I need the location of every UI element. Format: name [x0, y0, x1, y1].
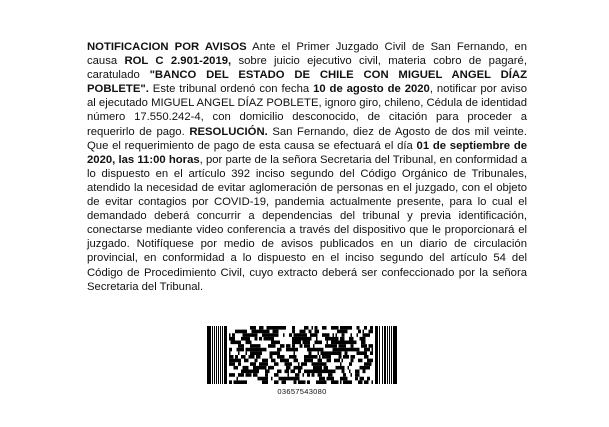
barcode-graphic: [207, 326, 397, 386]
case-title: "BANCO DEL ESTADO DE CHILE CON MIGUEL ANGEL DÍAZ POBLETE".: [87, 69, 527, 96]
barcode: [207, 326, 397, 396]
notice-text: Ante el Primer Juzgado Civil de San Fernando, en causa: [87, 41, 527, 68]
notice-heading: NOTIFICACION POR AVISOS: [87, 41, 247, 53]
case-number: ROL C 2.901-2019,: [124, 55, 232, 68]
notice-text: Este tribunal ordenó con fecha: [148, 83, 314, 96]
notice-text: sobre juicio ejecutivo civil, materia cobro de pagaré, caratulado: [87, 55, 527, 82]
notice-body: [87, 40, 527, 294]
notice-text: , notificar por aviso al ejecutado MIGUEL ANGEL DÍAZ POBLETE, ignoro giro, chileno, Cédula de identidad número 17.550.242-4, con domicilio desconocido, de citación para proceder a requerirlo de pago.: [87, 83, 527, 138]
resolution-heading: RESOLUCIÓN.: [189, 125, 268, 138]
order-date: 10 de agosto de 2020: [313, 83, 430, 96]
barcode-number: 03657543080: [277, 387, 327, 396]
notice-text: San Fernando, diez de Agosto de dos mil veinte. Que el requerimiento de pago de esta causa se efectuará el día: [87, 125, 527, 152]
hearing-date: 01 de septiembre de 2020, las 11:00 horas: [87, 139, 528, 166]
notice-text: , por parte de la señora Secretaria del Tribunal, en conformidad a lo dispuesto en el artículo 392 inciso segundo del Código Orgánico de Tribunales, atendido la necesidad de evitar aglomeración de personas en el juzgado, con el objeto de evitar contagios por COVID-19, pandemia actualmente presente, para lo cual el demandado deberá concurrir a dependencias del tribunal y previa identificación, conectarse mediante video conferencia a través del dispositivo que le proporcionará el juzgado. Notifíquese por medio de avisos publicados en un diario de circulación provincial, en conformidad a lo dispuesto en el inciso segundo del artículo 54 del Código de Procedimiento Civil, cuyo extracto deberá ser confeccionado por la señora Secretaria del Tribunal.: [87, 153, 527, 293]
